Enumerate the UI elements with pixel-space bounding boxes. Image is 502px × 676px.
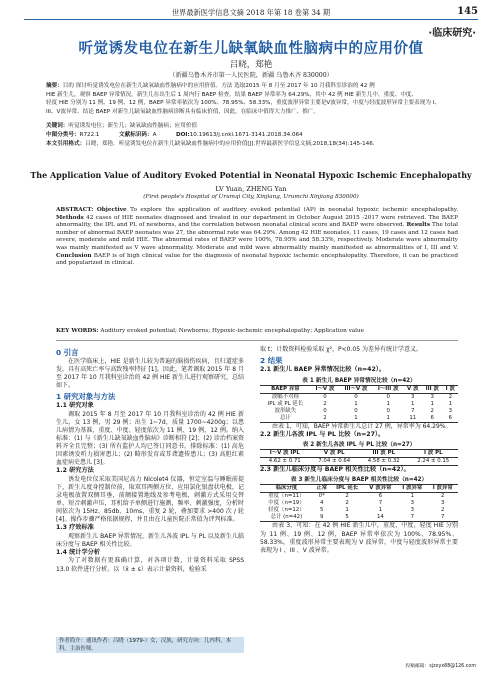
section-1-3-paragraph: 观察新生儿 BAEP 异常情况，新生儿各波 IPL 与 PL 以及新生儿临床分度与 BAEP 相关性比较。 xyxy=(56,532,244,548)
section-1-4-heading: 1.4 统计学分析 xyxy=(56,549,101,556)
en-keywords-label: KEY WORDS: xyxy=(56,328,99,334)
table-cell: 3 xyxy=(441,500,445,507)
table-cell: 11 xyxy=(404,415,422,423)
table-header-cell: I～V 波 IPL xyxy=(260,450,310,458)
table-header-cell: I 波异常 xyxy=(428,485,458,493)
table-cell: 7.04 ± 0.64 xyxy=(310,458,360,466)
journal-header: 世界最新医学信息文摘 2018 年第 18 卷第 34 期 xyxy=(171,8,331,17)
body-left-column xyxy=(56,346,244,574)
doi-value: 10.19613/j.cnki.1671-3141.2018.34.064 xyxy=(189,132,303,138)
english-abstract xyxy=(56,207,458,268)
objective-text: To explore the application of auditory evoked potential (AP) in neonatal hypoxic ischemic encephalopathy. xyxy=(130,207,458,213)
abstract-label: 摘要： xyxy=(46,83,63,89)
citation-text: 吕晓，郑艳．听觉诱发电位在新生儿缺氧缺血性脑病中的应用价值[J].世界最新医学信息文摘,2018,18(34):145-146. xyxy=(85,141,375,147)
footer-email: 投稿邮箱：sjzxyx88@126.com xyxy=(405,664,476,669)
table-3-body xyxy=(260,493,458,522)
table-cell: 2.24 ± 0.15 xyxy=(409,458,459,466)
table-cell: 5 xyxy=(331,514,364,522)
table-row xyxy=(260,408,458,415)
methods-label: Methods xyxy=(56,214,84,221)
section-1-1-paragraph: 调取 2015 年 8 月至 2017 年 10 月我科室诊治的 42 例 HIE 新生儿，女 13 例，男 29 例；出生 1~7d，质量 1700~4200g；以患儿病情为基准，重度、中度、轻度依次为 11 例、19 例、12 例。纳入标准：(1) 与《新生儿缺氧缺血性脑病》诊断相符 [2]；(2) 诊治档案资料齐全且完整；(3) 所有监护人均已签订同意书。排除标准：(1) 高危因素诱发听力损害患儿；(2) 畸形发育或耳聋遗传患儿；(3) 高胆红素血症病史患儿 [3]。 xyxy=(56,410,244,467)
author-note: 作者简介：通讯作者：吕晓（1979-）女，汉族，研究方向：儿内科，本科，主治医师。 xyxy=(56,637,244,653)
stats-continuation: 取 t；计数资料检验采取 χ²，P<0.05 为差异有统计学意义。 xyxy=(260,346,422,353)
section-1-3-heading: 1.3 疗效标准 xyxy=(56,524,94,532)
section-1-heading: 1 研究对象与方法 xyxy=(56,392,116,402)
section-1-2-paragraph: 诱发电位仪采取美国尼高力 Nicolet4 仪器，恒定室温与睡眠前提下，新生儿度身控制位前，取双耳两侧方位，应用氯化银盘状电极，记录电极放置双侧耳垂，前额接置地线及参考电极，刺激方式采用交替单，短音刺激声压，耳机给予单侧进行施测，频率、刺激强度，分析时间依次为 15Hz、85db、10ms，重复 2 轮，叠加要求 >400 次 / 轮 [4]。操作步骤严格依据规程，并且由在儿童医院正常值为评判标准。 xyxy=(56,475,244,524)
table-header-cell: I 波异常 xyxy=(397,485,427,493)
table-cell: 0 xyxy=(386,393,390,400)
table-cell: 1 xyxy=(411,400,415,407)
table-1 xyxy=(260,385,458,423)
table-cell: 0 xyxy=(354,393,358,400)
table-cell: 7 xyxy=(428,514,458,522)
section-1-2-heading: 1.2 研究方法 xyxy=(56,467,94,475)
table-header-cell: V 波 xyxy=(404,385,422,393)
table-cell: 2 xyxy=(323,400,327,407)
table-3-text: 由表 3，可知：在 42 例 HIE 新生儿中，重度、中度、轻度 HIE 分别为 11 例、19 例、12 例，BAEP 异常率依次为 100%、78.95%、58.33%，重度波形异常主要表现为 V 波异常，中度与轻度波形异常主要表现为 I 、III 、V 波异常。 xyxy=(260,522,458,554)
table-cell: 2 xyxy=(441,493,445,500)
section-0-paragraph: 在医学临床上，HIE 是新生儿较为普遍的脑损伤疾病，且归道症多发，具有高死亡率与高致残率特征 [1]。因此，笔者调取 2015 年 8 月至 2017 年 10 月我科室诊治的 42 例 HIE 新生儿进行观察研究，总结如下。 xyxy=(56,358,244,390)
table-cell: 6 xyxy=(443,415,458,423)
table-cell: 0 xyxy=(354,407,358,414)
page-number: 145 xyxy=(457,6,478,17)
citation-row xyxy=(46,139,458,147)
column-tag: ·临床研究· xyxy=(428,28,476,39)
table-row xyxy=(260,458,458,466)
table-cell: 7 xyxy=(411,407,415,414)
table-cell: 2 xyxy=(441,507,445,514)
english-authors: LV Yuan, ZHENG Yan xyxy=(215,185,287,193)
doi-label: DOI: xyxy=(176,132,190,138)
table-cell: 5 xyxy=(319,507,324,514)
table-cell: 7 xyxy=(397,514,427,522)
doccode-label: 文献标识码： xyxy=(119,132,153,138)
table-cell: 总计 (n=42) xyxy=(260,514,313,522)
conclusion-label: Conclusion xyxy=(56,252,92,259)
table-cell: 1 xyxy=(354,400,358,407)
section-1-1-heading: 1.1 研究对象 xyxy=(56,402,94,410)
table-cell: 4 xyxy=(319,500,324,507)
keywords-text: 听觉诱发电位；新生儿；缺氧缺血性脑病；应用价值 xyxy=(68,123,198,129)
cn-keywords xyxy=(46,121,458,129)
table-row xyxy=(260,393,458,401)
results-label: Results xyxy=(406,222,431,229)
table-cell: 重度（n=11） xyxy=(268,493,305,500)
table-cell: 1 xyxy=(339,415,373,423)
chinese-abstract xyxy=(46,82,458,116)
table-3-caption: 表 3 新生儿临床分度与 BAEP 相关性比较（n=42） xyxy=(290,477,428,484)
table-cell: 0 xyxy=(323,393,327,400)
en-keywords-text: Auditory evoked potential; Newborns; Hypoxic-ischemic encephalopathy; Application value xyxy=(100,328,365,334)
table-1-header-row xyxy=(260,385,458,393)
table-cell: 1 xyxy=(386,400,390,407)
table-cell: 3 xyxy=(410,507,415,514)
table-2-body xyxy=(260,458,458,466)
table-cell: 2 xyxy=(345,493,349,500)
results-text: The total number of abnormal BAEP neonates was 27, the abnormal rate was 64.29%. Among 42 HIE neonates, 11 cases, 19 cases and 12 cases had severe, moderate and mild HIE. The abnormal rates of BAEP were 100%, 78.95% and 58.33%, respectively. Moderate wave abnormality was mainly manifested as V wave abnormality. Moderate and mild wave abnormality mainly manifested as abnormalities of I, III and V. xyxy=(56,222,458,251)
table-header-cell: V 波异常 xyxy=(364,485,397,493)
table-cell: 3 xyxy=(430,393,434,400)
table-cell: 轻度（n=12） xyxy=(268,507,305,514)
table-cell: 1 xyxy=(378,507,383,514)
table-3 xyxy=(260,484,458,522)
abstract-line-2: HIE 新生儿，观察 BAEP 异常情况。新生儿在出生后 1 周内行 BAEP 检查。结果 BAEP 异常率为 64.29%，其中 42 例 HIE 新生儿中，重度、中度、 xyxy=(46,91,418,98)
table-cell: 0 xyxy=(386,407,390,414)
table-header-cell: I 波 PL xyxy=(409,450,459,458)
objective-label: Objective xyxy=(96,207,127,213)
en-abstract-label: ABSTRACT: xyxy=(56,207,94,213)
table-cell: 4.62 ± 0.71 xyxy=(260,458,310,466)
table-row xyxy=(260,514,458,522)
table-cell: 总计 xyxy=(260,415,311,423)
table-1-caption: 表 1 新生儿 BAEP 异常情况比较（n=42） xyxy=(302,377,416,384)
clc-label: 中图分类号： xyxy=(46,132,80,138)
abstract-line-3: 轻度 HIE 分别为 11 例、19 例、12 例，BAEP 异常率依次为 100%、78.95%、58.33%，重度波形异常主要是V波异常，中度与轻度波形异常主要表现为 I、 xyxy=(46,100,440,107)
authors: 吕晓，郑艳 xyxy=(229,60,273,70)
table-row xyxy=(260,401,458,408)
section-0-heading: 0 引言 xyxy=(56,348,79,357)
conclusion-text: BAEP is of high clinical value for the diagnosis of neonatal hypoxic ischemic encephalopathy. Therefore, it can be practiced and popularized in clinical. xyxy=(56,252,458,267)
table-1-text: 由表 1，可知，BAEP 异常新生儿总计 27 例，异常率为 64.29%。 xyxy=(272,422,452,430)
table-cell: 波形缺失 xyxy=(274,407,297,414)
table-cell: 6 xyxy=(422,415,443,423)
table-cell: 9 xyxy=(313,514,331,522)
paper-title: 听觉诱发电位在新生儿缺氧缺血性脑病中的应用价值 xyxy=(78,41,424,57)
table-header-cell: V 波 PL xyxy=(310,450,360,458)
table-cell: 2 xyxy=(345,500,349,507)
table-cell: 1 xyxy=(410,493,415,500)
table-1-body xyxy=(260,393,458,422)
table-header-cell: I 波 xyxy=(443,385,458,393)
table-header-cell: BAEP 异常 xyxy=(260,385,311,393)
running-header xyxy=(24,6,478,20)
table-cell: 1 xyxy=(430,400,434,407)
table-header-cell: III～V 波 xyxy=(339,385,373,393)
table-header-cell: III 波 PL xyxy=(359,450,409,458)
classification-row xyxy=(46,130,458,138)
table-cell: 中度（n=19） xyxy=(268,500,305,507)
table-3-header-row xyxy=(260,485,458,493)
table-cell: 4.58 ± 0.32 xyxy=(359,458,409,466)
section-2-3-heading: 2.3 新生儿临床分度与 BAEP 相关性比较（n=42）。 xyxy=(260,466,410,473)
section-divider xyxy=(56,340,458,341)
section-2-1-heading: 2.1 新生儿 BAEP 异常情况比较（n=42）。 xyxy=(260,366,386,374)
section-2-2-heading: 2.2 新生儿各波 IPL 与 PL 比较（n=27）。 xyxy=(260,430,385,438)
table-header-cell: IPL 延长 xyxy=(331,485,364,493)
table-2 xyxy=(260,449,458,466)
table-cell: 2 xyxy=(448,393,453,400)
table-cell: 波幅不对称 xyxy=(271,393,299,400)
table-cell: 7 xyxy=(378,500,383,507)
section-1-4-paragraph: 为了对数据有更准确计算，对各项计数，计量资料采取 SPSS 13.0 软件进行分析。以（x̄ ± s）表示计量资料，检验采 xyxy=(56,557,244,573)
table-cell: 14 xyxy=(364,514,397,522)
table-cell: IPL 或 PL 延长 xyxy=(267,400,304,407)
table-header-cell: I～V 波 xyxy=(311,385,339,393)
table-cell: 1 xyxy=(448,400,453,407)
table-cell: 3 xyxy=(410,500,415,507)
abstract-line-1: 目的 探讨听觉诱发电位在新生儿缺氧缺血性脑病中的应用价值。方法 选取2015 年 8 月至 2017 年 10 月我科室诊治的 42 例 xyxy=(62,83,375,89)
table-cell: 1 xyxy=(373,415,404,423)
table-cell: 2 xyxy=(311,415,339,423)
table-cell: 2 xyxy=(430,407,434,414)
table-2-caption: 表 2 新生儿各波 IPL 与 PL 比较（n=27） xyxy=(302,442,416,448)
body-right-column xyxy=(260,346,458,555)
abstract-line-4: III、V波异常。结论 BAEP 对新生儿缺氧缺血性脑病诊断具有临床价值，因此，在临床中值得大力推广、推广。 xyxy=(46,108,320,115)
table-cell: 1 xyxy=(345,507,349,514)
section-2-heading: 2 结果 xyxy=(260,356,283,366)
methods-text: 42 cases of HIE neonates diagnosed and treated in our department in October August 2015 -2017 were retrieved. The BAEP abnormality, the IPL and PL of newborns, and the correlation between neonatal clinical score and BAEP were observed. xyxy=(56,214,459,229)
table-cell: 0* xyxy=(318,493,325,500)
citation-label: 本文引用格式： xyxy=(46,141,86,147)
english-keywords xyxy=(56,328,458,334)
table-header-cell: 临床分度 xyxy=(260,485,313,493)
table-row xyxy=(260,415,458,423)
english-affiliation: (First people's Hospital of Urumqi City, Xinjiang, Urumchi Xinjiang 830000) xyxy=(143,194,359,200)
keywords-label: 关键词： xyxy=(46,123,69,129)
table-header-cell: III 波 xyxy=(422,385,443,393)
table-cell: 6 xyxy=(378,493,383,500)
clc-value: R722.1 xyxy=(79,132,100,138)
table-cell: 3 xyxy=(448,407,453,414)
table-cell: 0 xyxy=(323,407,327,414)
affiliation: （新疆乌鲁木齐市第一人民医院，新疆 乌鲁木齐 830000） xyxy=(169,72,333,79)
table-header-cell: 正常 xyxy=(313,485,331,493)
doccode-value: A xyxy=(152,132,157,138)
english-title: The Application Value of Auditory Evoked Potential in Neonatal Hypoxic Ischemic Encephalopathy xyxy=(30,170,472,180)
table-header-cell: I～III 波 xyxy=(373,385,404,393)
table-cell: 3 xyxy=(411,393,415,400)
table-2-header-row xyxy=(260,450,458,458)
